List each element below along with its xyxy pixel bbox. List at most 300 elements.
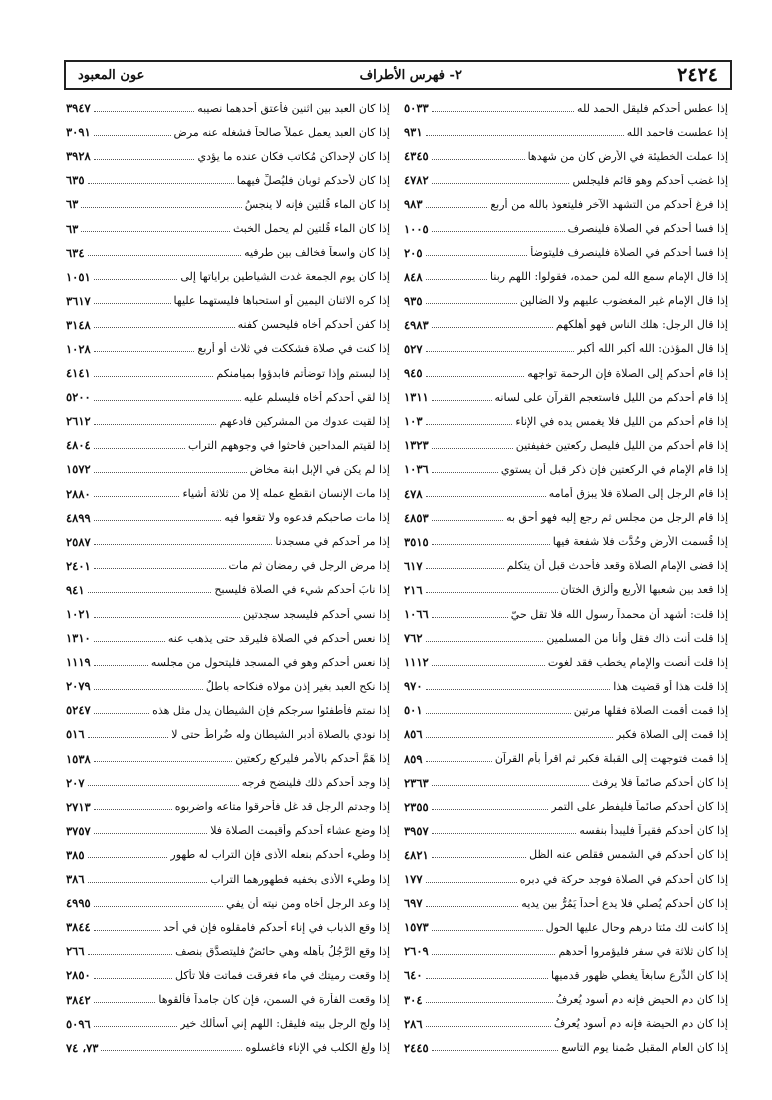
dot-leader <box>94 1002 156 1003</box>
index-entry <box>66 96 390 120</box>
index-entry <box>66 457 390 481</box>
index-entry <box>404 361 728 385</box>
dot-leader <box>94 544 273 545</box>
dot-leader <box>426 279 488 280</box>
dot-leader <box>426 1002 553 1003</box>
hadith-number: ١٥٣٨ <box>66 751 91 766</box>
entry-text: إذا كان أحدكم في الصلاة فوجد حركة في دبره <box>519 872 728 886</box>
index-entry <box>404 120 728 144</box>
entry-text: إذا قمت فتوجهت إلى القبلة فكبر ثم اقرأ بأم القرآن <box>494 752 728 766</box>
index-entry <box>66 578 390 602</box>
entry-text: إذا قام الإمام في الركعتين فإن ذكر قبل أن يستوي <box>500 462 728 476</box>
entry-text: إذا قام الرجل إلى الصلاة فلا يبزق أمامه <box>548 487 728 501</box>
entry-text: إذا ولج الرجل بيته فليقل: اللهم إني أسألك خير <box>180 1017 390 1031</box>
dot-leader <box>426 424 513 425</box>
index-entry <box>66 939 390 963</box>
index-entry <box>404 168 728 192</box>
index-entry <box>404 747 728 771</box>
page-header <box>64 60 732 90</box>
hadith-number: ٢٠٥ <box>404 245 423 260</box>
hadith-number: ٢١٦ <box>404 582 423 597</box>
dot-leader <box>94 303 171 304</box>
index-entry <box>404 96 728 120</box>
dot-leader <box>426 689 611 690</box>
index-entry <box>404 867 728 891</box>
index-entry <box>66 241 390 265</box>
index-entry <box>66 409 390 433</box>
index-entry <box>66 771 390 795</box>
dot-leader <box>432 809 549 810</box>
index-entry <box>404 1036 728 1060</box>
index-entry <box>66 626 390 650</box>
hadith-number: ٩٧٠ <box>404 679 423 694</box>
entry-text: إذا وقعت رميتك في ماء فغرقت فماتت فلا تأكل <box>175 968 390 982</box>
index-entry <box>66 433 390 457</box>
index-entry <box>66 867 390 891</box>
entry-text: إذا كان دم الحيضة فإنه دم أسود يُعرفُ <box>553 1017 728 1031</box>
entry-text: إذا قام أحدكم من الليل فليصل ركعتين خفيفتين <box>515 438 728 452</box>
index-entry <box>66 289 390 313</box>
entry-text: إذا قام الرجل من مجلس ثم رجع إليه فهو أحق به <box>506 511 728 525</box>
dot-leader <box>94 713 149 714</box>
dot-leader <box>101 1050 242 1051</box>
entry-text: إذا قلت: أشهد أن محمداً رسول الله فلا تقل حيّ <box>510 607 728 621</box>
hadith-number: ٦٣ <box>66 197 79 212</box>
entry-text: إذا قلت أنصت والإمام يخطب فقد لغوت <box>547 655 728 669</box>
index-entry <box>404 433 728 457</box>
entry-text: إذا مات صاحبكم فدعوه ولا تقعوا فيه <box>224 511 390 525</box>
index-entry <box>404 795 728 819</box>
entry-text: إذا عطس أحدكم فليقل الحمد لله <box>577 101 728 115</box>
hadith-number: ١٠٥١ <box>66 269 91 284</box>
index-entry <box>66 722 390 746</box>
hadith-number: ٧٦٢ <box>404 631 423 646</box>
hadith-number: ٣٨٥ <box>66 847 85 862</box>
index-entry <box>404 144 728 168</box>
hadith-number: ٨٥٩ <box>404 751 423 766</box>
hadith-number: ٤٨٩٩ <box>66 510 91 525</box>
index-entry <box>404 530 728 554</box>
dot-leader <box>94 351 195 352</box>
index-entry <box>404 385 728 409</box>
entry-text: إذا وقع الرَّجُلُ بأهله وهي حائضٌ فليتصدَّق بنصف <box>175 944 390 958</box>
hadith-number: ٩٣٥ <box>404 293 423 308</box>
hadith-number: ٣٨٤٢ <box>66 992 91 1007</box>
dot-leader <box>94 327 235 328</box>
entry-text: إذا نعس أحدكم وهو في المسجد فليتحول من مجلسه <box>150 655 390 669</box>
index-entry <box>404 650 728 674</box>
hadith-number: ٢٧١٣ <box>66 799 91 814</box>
entry-text: إذا قام أحدكم من الليل فلا يغمس يده في الإناء <box>515 414 728 428</box>
dot-leader <box>426 135 624 136</box>
dot-leader <box>426 351 574 352</box>
hadith-number: ٩٤٥ <box>404 366 423 381</box>
entry-text: إذا فسا أحدكم في الصلاة فلينصرف فليتوضأ <box>530 246 728 260</box>
hadith-number: ٣٧٥٧ <box>66 823 91 838</box>
hadith-number: ١٣١٠ <box>66 631 91 646</box>
dot-leader <box>432 520 503 521</box>
dot-leader <box>426 737 613 738</box>
index-entry <box>66 1012 390 1036</box>
hadith-number: ٢٤٠١ <box>66 558 91 573</box>
dot-leader <box>432 833 577 834</box>
hadith-number: ٥١٦ <box>66 727 85 742</box>
dot-leader <box>94 376 214 377</box>
index-entry <box>404 891 728 915</box>
dot-leader <box>94 617 240 618</box>
hadith-number: ١٠٢٨ <box>66 341 91 356</box>
dot-leader <box>432 1050 559 1051</box>
entry-text: إذا وقع الذباب في إناء أحدكم فامقلوه فإن في أحد <box>162 920 390 934</box>
dot-leader <box>88 737 169 738</box>
entry-text: إذا وضع عشاء أحدكم وأقيمت الصلاة فلا <box>210 824 390 838</box>
entry-text: إذا كان أحدكم في الشمس فقلص عنه الظل <box>529 848 728 862</box>
index-entry <box>66 120 390 144</box>
dot-leader <box>94 496 180 497</box>
entry-text: إذا كان الماء قُلتين لم يحمل الخبث <box>232 222 390 236</box>
entry-text: إذا مرض الرجل في رمضان ثم مات <box>228 559 390 573</box>
index-entry <box>66 819 390 843</box>
dot-leader <box>94 424 217 425</box>
hadith-number: ٢٦١٢ <box>66 414 91 429</box>
hadith-number: ٦٩٧ <box>404 896 423 911</box>
dot-leader <box>426 376 525 377</box>
hadith-number: ٥٠١ <box>404 703 423 718</box>
dot-leader <box>432 785 589 786</box>
hadith-number: ٧٣، ٧٤ <box>66 1040 99 1055</box>
hadith-number: ٢٣٦٣ <box>404 775 429 790</box>
entry-text: إذا قام أحدكم من الليل فاستعجم القرآن على لسانه <box>494 390 728 404</box>
dot-leader <box>426 713 571 714</box>
dot-leader <box>94 665 148 666</box>
index-entry <box>66 963 390 987</box>
hadith-number: ١٠٣ <box>404 414 423 429</box>
entry-text: إذا كان العام المقبل صُمنا يوم التاسع <box>561 1041 728 1055</box>
hadith-number: ٤٨٠٤ <box>66 438 91 453</box>
hadith-number: ٢٦٦ <box>66 944 85 959</box>
index-entry <box>404 674 728 698</box>
hadith-number: ٣٠٤ <box>404 992 423 1007</box>
entry-text: إذا لقيت عدوك من المشركين فادعهم <box>219 414 390 428</box>
hadith-number: ٤٨٢١ <box>404 847 429 862</box>
dot-leader <box>432 857 526 858</box>
entry-text: إذا نسي أحدكم فليسجد سجدتين <box>243 607 390 621</box>
index-entry <box>66 361 390 385</box>
dot-leader <box>81 231 230 232</box>
entry-text: إذا قمت أقمت الصلاة فقلها مرتين <box>573 703 728 717</box>
entry-text: إذا لقيتم المداحين فاحثوا في وجوههم التراب <box>187 438 390 452</box>
hadith-number: ٥٢٠٠ <box>66 390 91 405</box>
index-entry <box>404 337 728 361</box>
index-entry <box>404 313 728 337</box>
dot-leader <box>426 568 504 569</box>
dot-leader <box>94 1026 177 1027</box>
dot-leader <box>94 761 233 762</box>
dot-leader <box>426 906 519 907</box>
entry-text: إذا عطست فاحمد الله <box>626 125 728 139</box>
page-number: ٢٤٢٤ <box>677 64 718 86</box>
entry-text: إذا كان الماء قُلتين فإنه لا ينجسُ <box>244 197 390 211</box>
dot-leader <box>432 327 553 328</box>
hadith-number: ١٣١١ <box>404 390 429 405</box>
hadith-number: ١٧٧ <box>404 872 423 887</box>
entry-text: إذا نمتم فأطفئوا سرجكم فإن الشيطان يدل مثل هذه <box>152 703 390 717</box>
entry-text: إذا عملت الخطيئة في الأرض كان من شهدها <box>527 149 728 163</box>
hadith-number: ٦٣٤ <box>66 245 85 260</box>
entry-text: إذا كان الدِّرع سابغاً يغطي ظهور قدميها <box>550 968 728 982</box>
index-entry <box>66 650 390 674</box>
entry-text: إذا وطيء الأذى بخفيه فطهورهما التراب <box>210 872 390 886</box>
entry-text: إذا كان واسعاً فخالف بين طرفيه <box>244 246 390 260</box>
dot-leader <box>432 472 498 473</box>
index-entry <box>404 602 728 626</box>
hadith-number: ٦٤٠ <box>404 968 423 983</box>
entry-text: إذا غضب أحدكم وهو قائم فليجلس <box>572 173 728 187</box>
entry-text: إذا كان ثلاثة في سفر فليؤمروا أحدهم <box>558 944 728 958</box>
dot-leader <box>426 207 488 208</box>
dot-leader <box>426 882 517 883</box>
dot-leader <box>94 906 223 907</box>
hadith-number: ٢٨٨٠ <box>66 486 91 501</box>
index-entry <box>66 843 390 867</box>
hadith-number: ٣٠٩١ <box>66 125 91 140</box>
hadith-number: ٤١٤١ <box>66 366 91 381</box>
hadith-number: ٩٤١ <box>66 582 85 597</box>
index-entry <box>404 216 728 240</box>
entry-text: إذا وجدتم الرجل قد غل فأحرقوا متاعه واضربوه <box>174 800 390 814</box>
entry-text: إذا كنت في صلاة فشككت في ثلاث أو أربع <box>197 342 390 356</box>
index-entry <box>66 795 390 819</box>
index-entry <box>66 385 390 409</box>
hadith-number: ١٥٧٣ <box>404 920 429 935</box>
entry-text: إذا قال المؤذن: الله أكبر الله أكبر <box>577 342 728 356</box>
dot-leader <box>432 400 492 401</box>
dot-leader <box>94 689 203 690</box>
index-entry <box>404 506 728 530</box>
dot-leader <box>432 930 543 931</box>
dot-leader <box>94 641 165 642</box>
index-entry <box>404 819 728 843</box>
index-entry <box>66 144 390 168</box>
hadith-number: ٦١٧ <box>404 558 423 573</box>
entry-text: إذا هَمَّ أحدكم بالأمر فليركع ركعتين <box>235 752 390 766</box>
index-entry <box>404 915 728 939</box>
entry-text: إذا كان لأحدكم ثوبان فليُصلِّ فيهما <box>236 173 390 187</box>
index-entry <box>404 289 728 313</box>
index-entry <box>404 771 728 795</box>
hadith-number: ٥٢٤٧ <box>66 703 91 718</box>
entry-text: إذا قال الإمام غير المغضوب عليهم ولا الضالين <box>519 294 728 308</box>
entry-text: إذا كان العبد يعمل عملاً صالحاً فشغله عنه مرض <box>173 125 390 139</box>
index-entry <box>404 482 728 506</box>
entry-text: إذا وقعت الفأرة في السمن، فإن كان جامداً فألقوها <box>158 993 390 1007</box>
entry-text: إذا كان دم الحيض فإنه دم أسود يُعرفُ <box>555 993 728 1007</box>
entry-text: إذا نكح العبد بغير إذن مولاه فنكاحه باطلٌ <box>205 679 390 693</box>
hadith-number: ٢٨٦ <box>404 1016 423 1031</box>
hadith-number: ٤٧٨ <box>404 486 423 501</box>
book-title: عون المعبود <box>78 67 145 83</box>
index-entry <box>404 457 728 481</box>
entry-text: إذا لقي أحدكم أخاه فليسلم عليه <box>243 390 390 404</box>
dot-leader <box>81 207 241 208</box>
dot-leader <box>94 400 241 401</box>
dot-leader <box>426 496 546 497</box>
dot-leader <box>432 159 525 160</box>
entry-text: إذا وطيء أحدكم بنعله الأذى فإن التراب له طهور <box>170 848 390 862</box>
dot-leader <box>94 279 178 280</box>
entry-text: إذا مر أحدكم في مسجدنا <box>275 535 390 549</box>
index-entry <box>404 265 728 289</box>
index-entry <box>66 337 390 361</box>
hadith-number: ٢٦٠٩ <box>404 944 429 959</box>
entry-text: إذا فرغ أحدكم من التشهد الآخر فليتعوذ بالله من أربع <box>490 197 728 211</box>
index-entry <box>404 722 728 746</box>
index-entry <box>66 265 390 289</box>
index-entry <box>66 747 390 771</box>
hadith-number: ١٣٢٣ <box>404 438 429 453</box>
entry-text: إذا كان أحدكم فقيراً فليبدأ بنفسه <box>579 824 728 838</box>
hadith-number: ١١١٩ <box>66 655 91 670</box>
index-entry <box>66 698 390 722</box>
dot-leader <box>426 592 558 593</box>
dot-leader <box>432 183 570 184</box>
entry-text: إذا لبستم وإذا توضأتم فابدؤوا بميامنكم <box>216 366 390 380</box>
entry-text: إذا قعد بين شعبها الأربع وألزق الختان <box>560 583 728 597</box>
entry-text: إذا كان أحدكم صائماً فلا يرفث <box>592 776 728 790</box>
entry-text: إذا قمت إلى الصلاة فكبر <box>616 727 728 741</box>
hadith-number: ٢٣٥٥ <box>404 799 429 814</box>
entry-text: إذا قام أحدكم إلى الصلاة فإن الرحمة تواجهه <box>527 366 728 380</box>
entry-text: إذا نودي بالصلاة أدبر الشيطان وله ضُراطٌ حتى لا <box>171 727 390 741</box>
entry-text: إذا قال الرجل: هلك الناس فهو أهلكهم <box>555 318 728 332</box>
dot-leader <box>426 978 548 979</box>
hadith-number: ٣١٤٨ <box>66 317 91 332</box>
hadith-number: ١٥٧٢ <box>66 462 91 477</box>
index-entry <box>404 409 728 433</box>
right-column <box>398 96 732 1076</box>
hadith-number: ٨٤٨ <box>404 269 423 284</box>
entry-text: إذا كفن أحدكم أخاه فليحسن كفنه <box>237 318 390 332</box>
hadith-number: ٩٨٣ <box>404 197 423 212</box>
dot-leader <box>88 857 168 858</box>
dot-leader <box>426 303 517 304</box>
section-title: ٢- فهرس الأطراف <box>359 67 462 83</box>
index-entry <box>404 192 728 216</box>
entry-text: إذا لم يكن في الإبل ابنة مخاض <box>249 462 390 476</box>
dot-leader <box>94 111 194 112</box>
hadith-number: ٣٨٦ <box>66 872 85 887</box>
hadith-number: ١٠٠٥ <box>404 221 429 236</box>
hadith-number: ٤٧٨٢ <box>404 173 429 188</box>
entry-text: إذا قلت هذا أو قضيت هذا <box>613 679 728 693</box>
index-entry <box>66 168 390 192</box>
entry-text: إذا وعد الرجل أخاه ومن نيته أن يفي <box>226 896 390 910</box>
dot-leader <box>94 135 171 136</box>
hadith-number: ٦٣٥ <box>66 173 85 188</box>
hadith-number: ٢٨٥٠ <box>66 968 91 983</box>
dot-leader <box>426 255 528 256</box>
hadith-number: ٣٥١٥ <box>404 534 429 549</box>
dot-leader <box>88 954 173 955</box>
index-entry <box>66 987 390 1011</box>
dot-leader <box>432 665 545 666</box>
hadith-number: ٩٣١ <box>404 125 423 140</box>
hadith-number: ٣٨٤٤ <box>66 920 91 935</box>
left-column <box>64 96 398 1076</box>
dot-leader <box>94 833 207 834</box>
index-entry <box>66 506 390 530</box>
index-entry <box>404 554 728 578</box>
entry-text: إذا نعس أحدكم في الصلاة فليرقد حتى يذهب عنه <box>167 631 390 645</box>
index-entry <box>404 843 728 867</box>
index-entry <box>404 987 728 1011</box>
dot-leader <box>94 472 247 473</box>
index-entry <box>66 915 390 939</box>
entry-text: إذا قال الإمام سمع الله لمن حمده، فقولوا: اللهم ربنا <box>490 270 728 284</box>
index-columns <box>64 96 732 1076</box>
entry-text: إذا كان لإحداكن مُكاتب فكان عنده ما يؤدي <box>197 149 390 163</box>
entry-text: إذا فسا أحدكم في الصلاة فلينصرف <box>567 222 728 236</box>
entry-text: إذا كان أحدكم صائماً فليفطر على التمر <box>551 800 728 814</box>
entry-text: إذا كان العبد بين اثنين فأعتق أحدهما نصيبه <box>197 101 390 115</box>
hadith-number: ١١١٢ <box>404 655 429 670</box>
index-entry <box>66 1036 390 1060</box>
hadith-number: ٣٩٤٧ <box>66 101 91 116</box>
index-entry <box>404 698 728 722</box>
entry-text: إذا ولغ الكلب في الإناء فاغسلوه <box>245 1041 390 1055</box>
dot-leader <box>94 978 172 979</box>
dot-leader <box>88 183 234 184</box>
index-entry <box>66 674 390 698</box>
index-entry <box>66 554 390 578</box>
dot-leader <box>88 882 208 883</box>
hadith-number: ٥٠٣٣ <box>404 101 429 116</box>
index-entry <box>404 963 728 987</box>
entry-text: إذا كان أحدكم يُصلي فلا يدع أحداً يَمُرُّ بين يديه <box>521 896 728 910</box>
hadith-number: ٨٥٦ <box>404 727 423 742</box>
hadith-number: ٤٩٨٣ <box>404 317 429 332</box>
dot-leader <box>432 544 550 545</box>
index-entry <box>404 626 728 650</box>
index-entry <box>404 241 728 265</box>
dot-leader <box>432 954 556 955</box>
hadith-number: ٣٩٥٧ <box>404 823 429 838</box>
dot-leader <box>88 592 212 593</box>
hadith-number: ١٠٣٦ <box>404 462 429 477</box>
entry-text: إذا نابَ أحدكم شيء في الصلاة فليسبح <box>214 583 390 597</box>
index-entry <box>66 602 390 626</box>
hadith-number: ٣٩٢٨ <box>66 149 91 164</box>
hadith-number: ٢٠٧ <box>66 775 85 790</box>
dot-leader <box>432 448 513 449</box>
dot-leader <box>426 1026 551 1027</box>
hadith-number: ٥٠٩٦ <box>66 1016 91 1031</box>
index-entry <box>404 939 728 963</box>
hadith-number: ٣٦١٧ <box>66 293 91 308</box>
index-entry <box>66 216 390 240</box>
entry-text: إذا كان يوم الجمعة غدت الشياطين براياتها إلى <box>180 270 390 284</box>
entry-text: إذا قضى الإمام الصلاة وقعد فأحدث قبل أن يتكلم <box>506 559 728 573</box>
entry-text: إذا قُسمت الأرض وحُدَّت فلا شفعة فيها <box>552 535 728 549</box>
dot-leader <box>426 641 544 642</box>
dot-leader <box>88 785 239 786</box>
index-entry <box>404 578 728 602</box>
hadith-number: ٢٠٧٩ <box>66 679 91 694</box>
entry-text: إذا كانت لك مئتا درهم وحال عليها الحول <box>545 920 728 934</box>
entry-text: إذا كره الاثنان اليمين أو استحباها فليستهما عليها <box>173 294 390 308</box>
hadith-number: ٤٣٤٥ <box>404 149 429 164</box>
dot-leader <box>432 617 508 618</box>
